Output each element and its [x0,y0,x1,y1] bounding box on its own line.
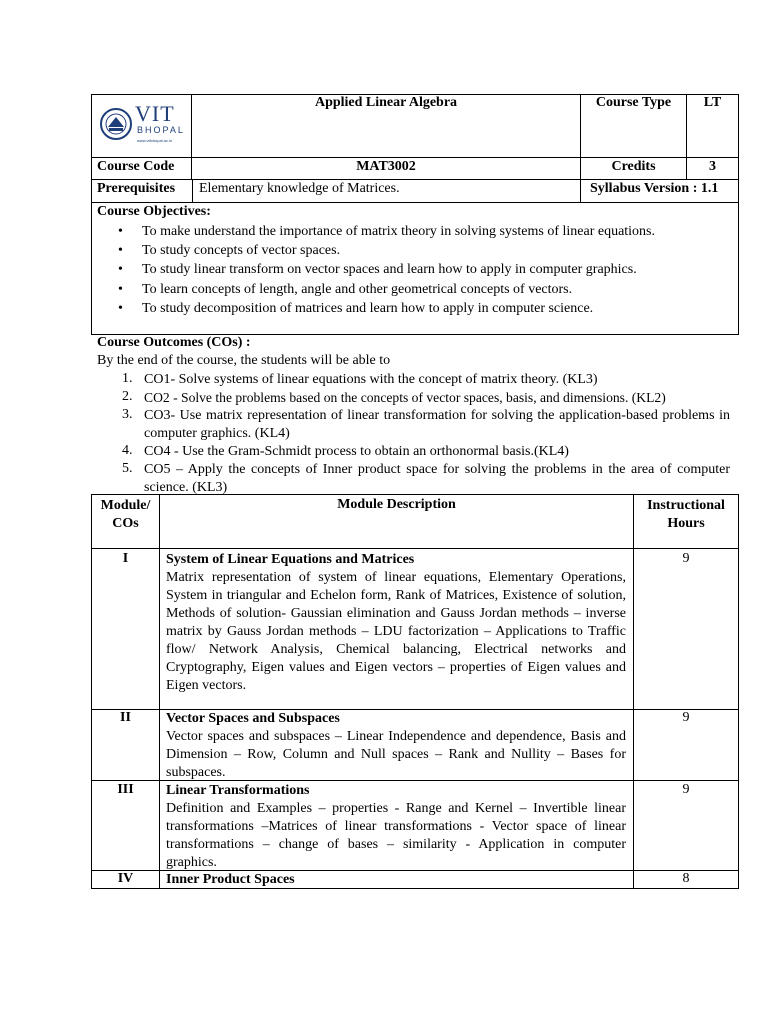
credits-value: 3 [709,159,716,174]
course-code-label: Course Code [97,159,175,174]
col-sep-module [159,494,160,889]
syllabus-version: Syllabus Version : 1.1 [590,181,719,196]
module-column-header: Module/ COs [100,498,151,531]
credits-label: Credits [611,159,656,174]
outcome-number: 4. [122,443,133,458]
prerequisites-value: Elementary knowledge of Matrices. [199,181,400,196]
module-title: Linear Transformations [166,783,310,798]
module-description [166,871,626,889]
prerequisites-label: Prerequisites [97,181,176,196]
module-hours: 8 [682,871,690,886]
outcome-item: CO2 - Solve the problems based on the concepts of vector spaces, basis, and dimensions. (KL2) [144,390,666,405]
border-left-top [91,94,92,334]
objective-item: • To learn concepts of length, angle and other geometrical concepts of vectors. [118,280,655,299]
row-line-3 [91,202,739,203]
outcome-item: CO3- Use matrix representation of linear transformation for solving the application-based problems in computer graphics. (KL4) [144,408,730,441]
module-hours: 9 [682,551,690,566]
objective-item: • To study decomposition of matrices and learn how to apply in computer science. [118,299,655,318]
module-description [166,551,626,695]
module-description [166,710,626,782]
row-line-2 [91,179,739,180]
outcome-number: 1. [122,371,133,386]
objectives-list [118,222,655,318]
outcome-number: 5. [122,461,133,476]
modules-header-bottom [91,548,739,549]
objective-item: • To study concepts of vector spaces. [118,241,655,260]
border-right-top [738,94,739,334]
module-title: Vector Spaces and Subspaces [166,711,340,726]
course-type-label: Course Type [595,95,672,110]
outcome-number: 3. [122,407,133,422]
objectives-heading: Course Objectives: [97,204,211,219]
module-title: System of Linear Equations and Matrices [166,552,415,567]
module-hours: 9 [682,782,690,797]
module-body: Vector spaces and subspaces – Linear Independence and dependence, Basis and Dimension – Row, Column and Null spaces – Rank and Nullity – Bases for subspaces. [166,729,626,780]
logo-name: VIT [135,101,175,126]
description-column-header: Module Description [337,497,456,512]
logo-web: www.vitbhopal.ac.in [137,138,173,143]
course-title: Applied Linear Algebra [314,95,458,110]
outcomes-intro: By the end of the course, the students will be able to [97,353,391,368]
module-title: Inner Product Spaces [166,872,295,887]
outcome-item: CO1- Solve systems of linear equations with the concept of matrix theory. (KL3) [144,372,598,387]
outcome-item: CO4 - Use the Gram-Schmidt process to obtain an orthonormal basis.(KL4) [144,444,569,459]
logo-sub: BHOPAL [137,125,185,135]
outcome-number: 2. [122,389,133,404]
module-number: IV [117,871,134,886]
module-number: I [122,551,129,566]
course-type-value: LT [703,95,722,110]
module-number: III [117,782,134,797]
module-body: Definition and Examples – properties - Range and Kernel – Invertible linear transformations –Matrices of linear transformations - Vector space of linear transformations – change of bases – similarity - Application in computer graphics. [166,801,626,870]
vit-logo [99,99,187,151]
outcome-item: CO5 – Apply the concepts of Inner product space for solving the problems in the area of computer science. (KL3) [144,462,730,495]
outcomes-heading: Course Outcomes (COs) : [97,335,251,350]
hours-column-header: Instructional Hours [647,498,725,531]
row-line-1 [91,157,739,158]
col-sep-prereq [192,179,193,202]
module-hours: 9 [682,710,690,725]
module-description [166,782,626,872]
border-right-modules [738,494,739,889]
module-body: Matrix representation of system of linear equations, Elementary Operations, System in triangular and Echelon form, Rank of Matrices, Existence of solution, Methods of solution- Gaussian elimination and Gauss Jordan methods – inverse matrix by Gauss Jordan methods – LDU factorization – Applications to Traffic flow/ Network Analysis, Chemical balancing, Electrical networks and Cryptography, Eigen values and Eigen vectors – properties of Eigen values and Eigen vectors. [166,570,626,693]
objective-item: • To study linear transform on vector spaces and learn how to apply in computer graphics. [118,260,655,279]
module-number: II [120,710,131,725]
course-code-value: MAT3002 [356,159,416,174]
objective-item: • To make understand the importance of matrix theory in solving systems of linear equations. [118,222,655,241]
